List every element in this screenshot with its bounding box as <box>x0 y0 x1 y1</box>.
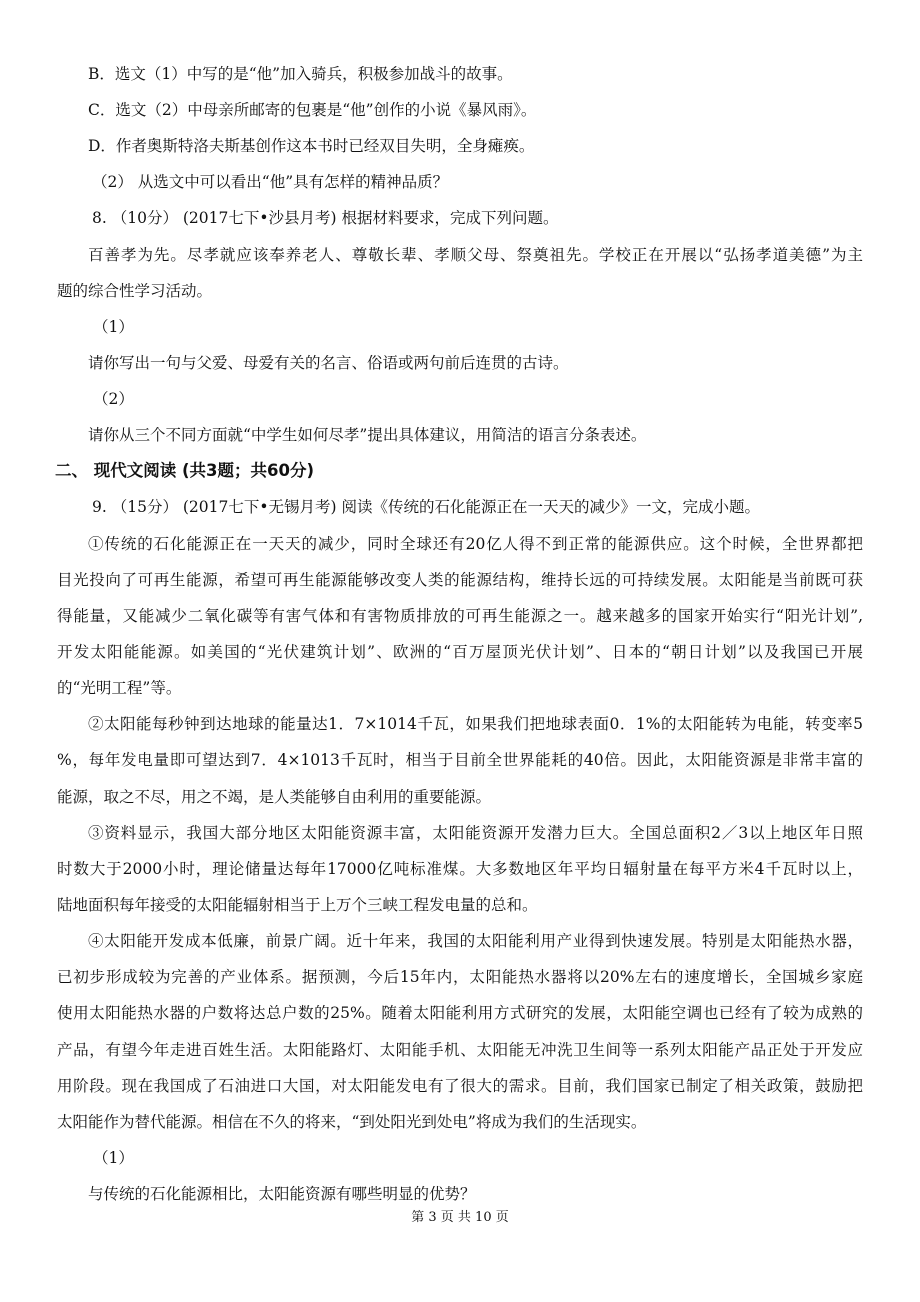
passage-paragraph-4-line-2: 已初步形成较为完善的产业体系。据预测，今后15年内，太阳能热水器将以20%左右的速度增长，全国城乡家庭 <box>57 968 863 986</box>
page-number-footer: 第 3 页 共 10 页 <box>411 1210 509 1225</box>
question-8-part-2-label: （2） <box>93 390 134 408</box>
question-8-material-cont: 题的综合性学习活动。 <box>57 282 213 300</box>
option-d: D．作者奥斯特洛夫斯基创作这本书时已经双目失明，全身瘫痪。 <box>88 137 535 155</box>
passage-paragraph-3-line-2: 时数大于2000小时，理论储量达每年17000亿吨标准煤。大多数地区年平均日辐射量在每平方米4千瓦时以上， <box>57 860 863 878</box>
option-b: B．选文（1）中写的是“他”加入骑兵，积极参加战斗的故事。 <box>88 65 513 83</box>
passage-paragraph-2-line-3: 能源，取之不尽，用之不竭，是人类能够自由利用的重要能源。 <box>57 788 492 806</box>
question-7-part-2: （2） 从选文中可以看出“他”具有怎样的精神品质？ <box>92 173 449 191</box>
passage-paragraph-4-line-4: 产品，有望今年走进百姓生活。太阳能路灯、太阳能手机、太阳能无冲洗卫生间等一系列太阳能产品正处于开发应 <box>57 1041 863 1059</box>
passage-paragraph-2-line-2: %，每年发电量即可望达到7．4×1013千瓦时，相当于目前全世界能耗的40倍。因此，太阳能资源是非常丰富的 <box>57 751 863 769</box>
question-8-part-1-label: （1） <box>93 318 134 336</box>
question-8-part-2: 请你从三个不同方面就“中学生如何尽孝”提出具体建议，用简洁的语言分条表述。 <box>88 426 647 444</box>
passage-paragraph-3: ③资料显示，我国大部分地区太阳能资源丰富，太阳能资源开发潜力巨大。全国总面积2／3以上地区年日照 <box>88 824 863 842</box>
passage-paragraph-1-line-5: 的“光明工程”等。 <box>57 679 182 697</box>
passage-paragraph-3-line-3: 陆地面积每年接受的太阳能辐射相当于上万个三峡工程发电量的总和。 <box>57 896 538 914</box>
question-8-part-1: 请你写出一句与父爱、母爱有关的名言、俗语或两句前后连贯的古诗。 <box>88 354 569 372</box>
passage-paragraph-4-line-6: 太阳能作为替代能源。相信在不久的将来，“到处阳光到处电”将成为我们的生活现实。 <box>57 1113 647 1131</box>
passage-paragraph-1: ①传统的石化能源正在一天天的减少，同时全球还有20亿人得不到正常的能源供应。这个时候，全世界都把 <box>88 535 863 553</box>
passage-paragraph-1-line-2: 目光投向了可再生能源，希望可再生能源能够改变人类的能源结构，维持长远的可持续发展。太阳能是当前既可获 <box>57 571 863 589</box>
option-c: C．选文（2）中母亲所邮寄的包裹是“他”创作的小说《暴风雨》。 <box>88 101 537 119</box>
section-heading-modern-reading: 二、 现代文阅读 (共3题；共60分) <box>55 461 315 480</box>
question-9-title: 9. （15分） (2017七下•无锡月考) 阅读《传统的石化能源正在一天天的减少》一文，完成小题。 <box>92 498 760 516</box>
passage-paragraph-4-line-5: 用阶段。现在我国成了石油进口大国，对太阳能发电有了很大的需求。目前，我们国家已制定了相关政策，鼓励把 <box>57 1077 863 1095</box>
question-9-part-1: 与传统的石化能源相比，太阳能资源有哪些明显的优势？ <box>88 1185 476 1203</box>
question-8-title: 8. （10分） (2017七下•沙县月考) 根据材料要求，完成下列问题。 <box>92 209 559 227</box>
passage-paragraph-2: ②太阳能每秒钟到达地球的能量达1．7×1014千瓦，如果我们把地球表面0．1%的太阳能转为电能，转变率5 <box>88 715 863 733</box>
passage-paragraph-4: ④太阳能开发成本低廉，前景广阔。近十年来，我国的太阳能利用产业得到快速发展。特别是太阳能热水器， <box>88 932 863 950</box>
question-8-material: 百善孝为先。尽孝就应该奉养老人、尊敬长辈、孝顺父母、祭奠祖先。学校正在开展以“弘扬孝道美德”为主 <box>88 246 863 264</box>
passage-paragraph-1-line-4: 开发太阳能能源。如美国的“光伏建筑计划”、欧洲的“百万屋顶光伏计划”、日本的“朝日计划”以及我国已开展 <box>57 643 863 661</box>
passage-paragraph-4-line-3: 使用太阳能热水器的户数将达总户数的25%。随着太阳能利用方式研究的发展，太阳能空调也已经有了较为成熟的 <box>57 1004 863 1022</box>
question-9-part-1-label: （1） <box>93 1149 134 1167</box>
passage-paragraph-1-line-3: 得能量，又能减少二氧化碳等有害气体和有害物质排放的可再生能源之一。越来越多的国家开始实行“阳光计划”, <box>57 607 863 625</box>
